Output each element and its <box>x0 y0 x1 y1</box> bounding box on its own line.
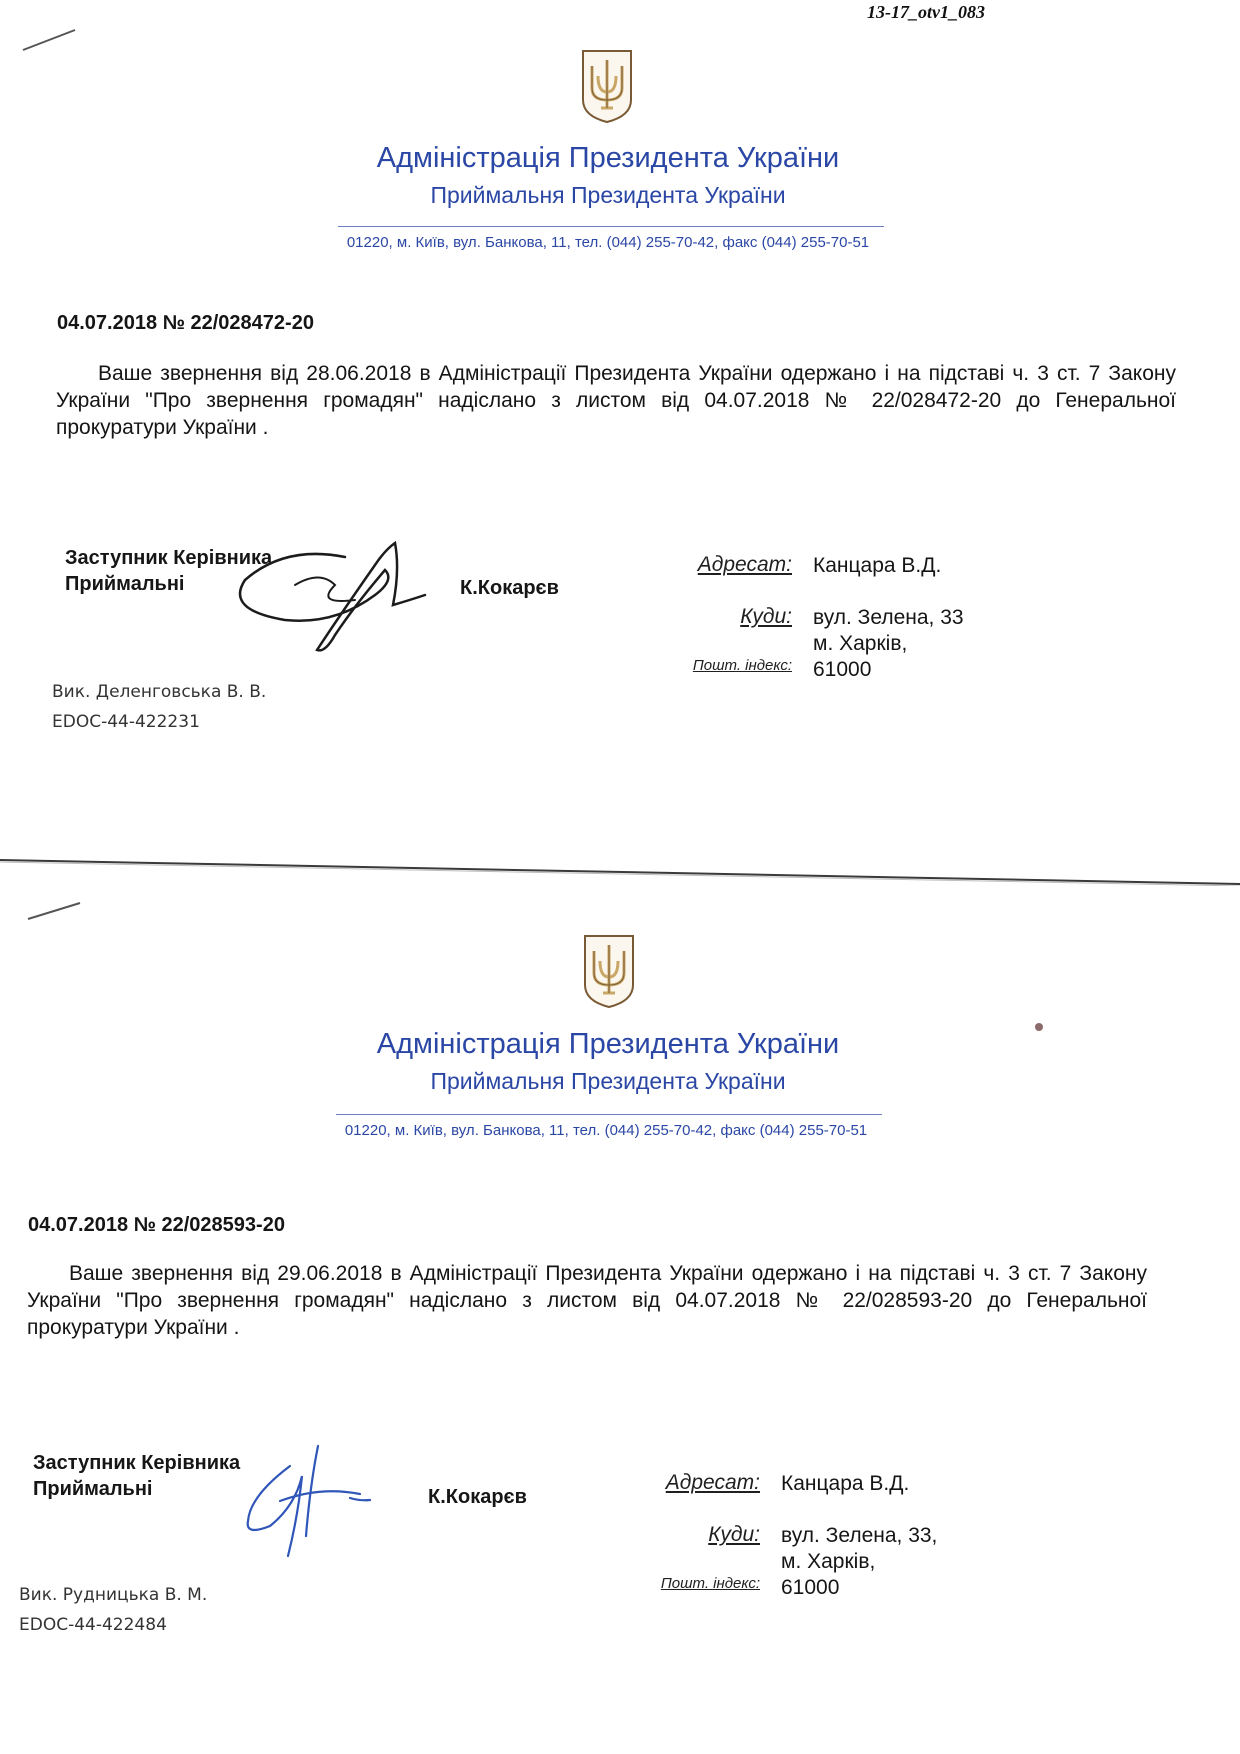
registration-line: 04.07.2018 № 22/028472-20 <box>57 312 314 334</box>
postcode-value: 61000 <box>813 658 872 681</box>
org-subtitle: Приймальня Президента України <box>430 182 786 208</box>
trident-emblem-icon <box>582 933 636 1009</box>
addressee-value: Канцара В.Д. <box>813 554 942 577</box>
org-subtitle: Приймальня Президента України <box>430 1068 786 1094</box>
handwritten-signature <box>225 525 435 660</box>
letterhead-divider <box>336 1114 882 1115</box>
destination-label: Куди: <box>708 1523 760 1546</box>
handwritten-signature <box>240 1436 390 1571</box>
letter-body: Ваше звернення від 29.06.2018 в Адміністрації Президента України одержано і на підставі ч. 3 ст. 7 Закону України "Про звернення громадян" надіслано з листом від 04.07.2018 № 22/028593-20 до Генеральної прокуратури України . <box>27 1262 1147 1339</box>
signer-title-line-1: Заступник Керівника <box>65 547 273 569</box>
trident-emblem-icon <box>580 48 634 124</box>
postcode-label: Пошт. індекс: <box>692 657 792 674</box>
edoc-number: EDOC-44-422231 <box>52 712 200 732</box>
destination-city: м. Харків, <box>813 632 908 655</box>
destination-city: м. Харків, <box>781 1550 876 1573</box>
signer-title-line-2: Приймальні <box>65 573 185 595</box>
registration-line: 04.07.2018 № 22/028593-20 <box>28 1214 285 1236</box>
postcode-value: 61000 <box>781 1576 840 1599</box>
letter-1 <box>0 0 1240 860</box>
document-code: 13-17_otv1_083 <box>867 2 985 22</box>
postcode-label: Пошт. індекс: <box>660 1575 760 1592</box>
signer-title-line-1: Заступник Керівника <box>33 1452 241 1474</box>
org-address: 01220, м. Київ, вул. Банкова, 11, тел. (044) 255-70-42, факс (044) 255-70-51 <box>346 234 870 251</box>
destination-label: Куди: <box>740 605 792 628</box>
org-title: Адміністрація Президента України <box>376 142 840 174</box>
org-title: Адміністрація Президента України <box>376 1028 840 1060</box>
scan-mark <box>20 25 80 55</box>
executor-line: Вик. Рудницька В. М. <box>19 1585 208 1605</box>
destination-street: вул. Зелена, 33 <box>813 606 964 629</box>
signer-name: К.Кокарєв <box>460 577 559 599</box>
letter-body: Ваше звернення від 28.06.2018 в Адміністрації Президента України одержано і на підставі ч. 3 ст. 7 Закону України "Про звернення громадян" надіслано з листом від 04.07.2018 № 22/028472-20 до Генеральної прокуратури України . <box>56 362 1176 439</box>
signer-name: К.Кокарєв <box>428 1486 527 1508</box>
scan-mark <box>25 895 85 925</box>
addressee-value: Канцара В.Д. <box>781 1472 910 1495</box>
executor-line: Вик. Деленговська В. В. <box>52 682 267 702</box>
addressee-label: Адресат: <box>697 553 792 576</box>
paper-seam <box>0 858 1240 886</box>
scan-speck <box>1035 1023 1043 1031</box>
letterhead-divider <box>338 226 884 227</box>
destination-street: вул. Зелена, 33, <box>781 1524 938 1547</box>
org-address: 01220, м. Київ, вул. Банкова, 11, тел. (044) 255-70-42, факс (044) 255-70-51 <box>344 1122 868 1139</box>
addressee-label: Адресат: <box>665 1471 760 1494</box>
letter-2 <box>0 888 1240 1748</box>
signer-title-line-2: Приймальні <box>33 1478 153 1500</box>
edoc-number: EDOC-44-422484 <box>19 1615 167 1635</box>
